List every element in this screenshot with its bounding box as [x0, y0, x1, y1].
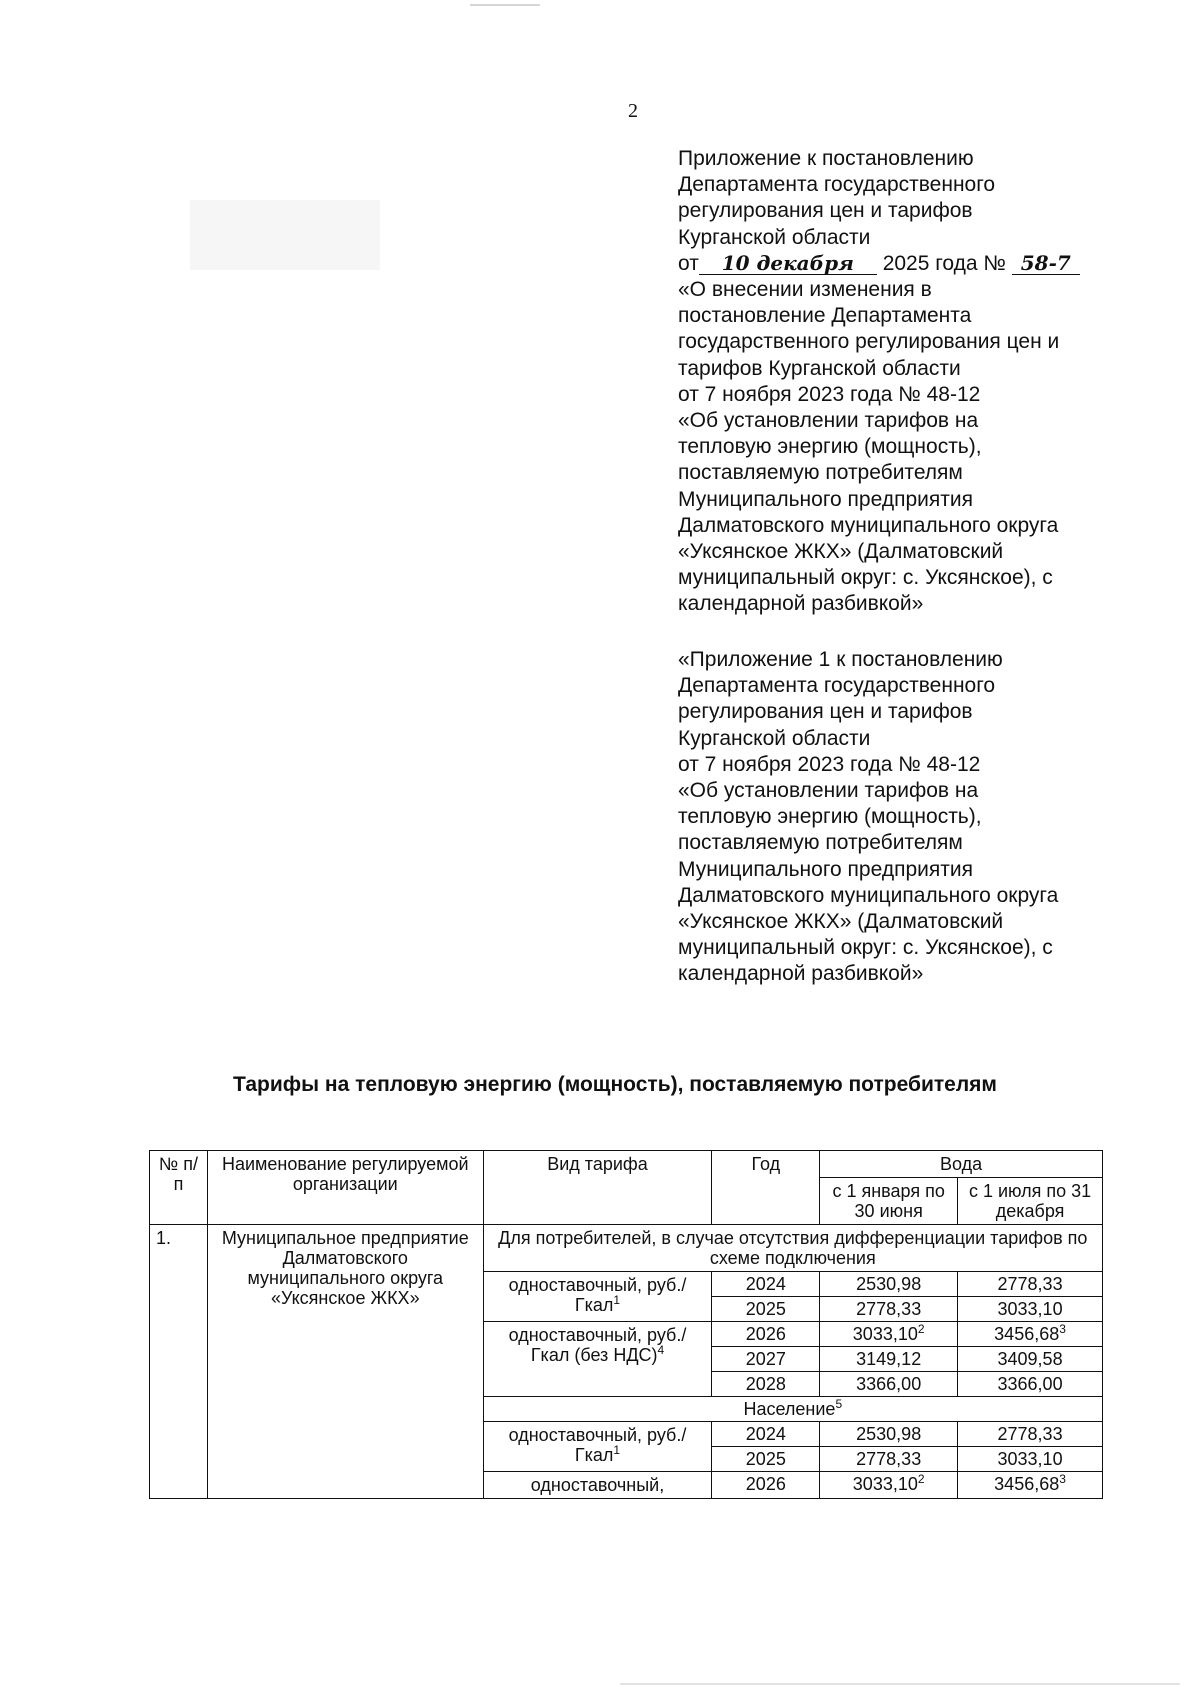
year-text: 2025 года №: [882, 251, 1006, 275]
header-half-2: с 1 июля по 31 декабря: [958, 1178, 1103, 1225]
value-cell: [820, 1322, 958, 1347]
header-line: Департамента государственного: [678, 173, 996, 197]
scan-noise-left: [190, 200, 380, 270]
header-half-1: с 1 января по 30 июня: [820, 1178, 958, 1225]
header-line: муниципальный округ: с. Уксянское), с: [678, 566, 1053, 590]
header-line: Далматовского муниципального округа: [678, 883, 1059, 907]
year-cell: 2025: [712, 1447, 820, 1472]
footnote-mark: 4: [657, 1343, 665, 1357]
header-line: Курганской области: [678, 726, 871, 750]
value-cell: [820, 1372, 958, 1397]
year-cell: 2028: [712, 1372, 820, 1397]
value: 3366,00: [997, 1374, 1063, 1394]
header-line: поставляемую потребителям: [678, 831, 963, 855]
scan-noise-bottom: [620, 1683, 1180, 1685]
tariff-type-label: одноставочный, руб./Гкал (без НДС): [508, 1325, 687, 1365]
year-cell: 2026: [712, 1322, 820, 1347]
value: 3033,10: [997, 1449, 1063, 1469]
date-prefix: от: [678, 251, 699, 275]
header-line: «Уксянское ЖКХ» (Далматовский: [678, 540, 1004, 564]
header-year: Год: [712, 1151, 820, 1225]
footnote-mark: 2: [917, 1322, 925, 1336]
appendix-header: [678, 146, 1108, 618]
header-line: тепловую энергию (мощность),: [678, 435, 982, 459]
header-num: № п/п: [150, 1151, 208, 1225]
header-line: постановление Департамента: [678, 304, 972, 328]
value-cell: [958, 1322, 1103, 1347]
value-cell: [958, 1272, 1103, 1297]
header-line: от 7 ноября 2023 года № 48-12: [678, 382, 981, 406]
handwritten-number: 58-7: [1012, 252, 1080, 275]
tariff-type: [483, 1272, 712, 1322]
header-line: Департамента государственного: [678, 674, 996, 698]
value-cell: [820, 1347, 958, 1372]
tariff-type-label: одноставочный, руб./Гкал: [508, 1425, 687, 1465]
header-line: «О внесении изменения в: [678, 278, 932, 302]
organization-name: Муниципальное предприятие Далматовского муниципального округа «Уксянское ЖКХ»: [207, 1225, 483, 1499]
document-title: Тарифы на тепловую энергию (мощность), поставляемую потребителям: [233, 1073, 997, 1096]
value-cell: [958, 1347, 1103, 1372]
value: 3033,10: [852, 1474, 918, 1494]
date-line: [678, 251, 1108, 277]
value: 3456,68: [994, 1324, 1060, 1344]
appendix-1-header: [678, 647, 1108, 988]
scan-noise-top: [470, 4, 540, 6]
header-line: Муниципального предприятия: [678, 857, 973, 881]
footnote-mark: 1: [613, 1443, 621, 1457]
year-cell: 2024: [712, 1272, 820, 1297]
header-water: Вода: [820, 1151, 1103, 1178]
header-line: Приложение к постановлению: [678, 147, 974, 170]
header-line: «Об установлении тарифов на: [678, 409, 979, 433]
page-number: 2: [628, 100, 638, 122]
value: 3033,10: [852, 1324, 918, 1344]
header-line: тарифов Курганской области: [678, 356, 961, 380]
value: 3366,00: [856, 1374, 922, 1394]
value: 3409,58: [997, 1349, 1063, 1369]
header-line: «Приложение 1 к постановлению: [678, 648, 1003, 671]
header-line: от 7 ноября 2023 года № 48-12: [678, 752, 981, 776]
value: 3456,68: [994, 1474, 1060, 1494]
footnote-mark: 1: [613, 1293, 621, 1307]
header-org: Наименование регулируемой организации: [207, 1151, 483, 1225]
header-line: тепловую энергию (мощность),: [678, 805, 982, 829]
tariff-table: [149, 1150, 1103, 1499]
value: 2530,98: [856, 1424, 922, 1444]
tariff-type-label: одноставочный, руб./Гкал: [508, 1275, 687, 1315]
value-cell: [820, 1272, 958, 1297]
year-cell: 2024: [712, 1422, 820, 1447]
header-line: регулирования цен и тарифов: [678, 700, 973, 724]
value: 2778,33: [997, 1274, 1063, 1294]
value-cell: [958, 1472, 1103, 1499]
footnote-mark: 2: [917, 1472, 925, 1486]
value: 2778,33: [856, 1449, 922, 1469]
value-cell: [820, 1447, 958, 1472]
table-row: [150, 1225, 1103, 1272]
header-tariff-type: Вид тарифа: [483, 1151, 712, 1225]
header-line: поставляемую потребителям: [678, 461, 963, 485]
tariff-type: [483, 1322, 712, 1397]
value-cell: [958, 1422, 1103, 1447]
section-heading: Для потребителей, в случае отсутствия дифференциации тарифов по схеме подключения: [483, 1225, 1102, 1272]
tariff-type: [483, 1422, 712, 1472]
tariff-type: одноставочный,: [483, 1472, 712, 1499]
year-cell: 2025: [712, 1297, 820, 1322]
value: 2530,98: [856, 1274, 922, 1294]
header-line: календарной разбивкой»: [678, 592, 924, 616]
value: 3149,12: [856, 1349, 922, 1369]
value: 2778,33: [997, 1424, 1063, 1444]
value-cell: [820, 1297, 958, 1322]
row-number: 1.: [150, 1225, 208, 1499]
value-cell: [958, 1372, 1103, 1397]
value-cell: [958, 1297, 1103, 1322]
footnote-mark: 5: [835, 1397, 843, 1411]
value: 3033,10: [997, 1299, 1063, 1319]
header-line: регулирования цен и тарифов: [678, 199, 973, 223]
year-cell: 2027: [712, 1347, 820, 1372]
value: 2778,33: [856, 1299, 922, 1319]
year-cell: 2026: [712, 1472, 820, 1499]
header-line: Курганской области: [678, 225, 871, 249]
header-line: календарной разбивкой»: [678, 962, 924, 986]
handwritten-date: 10 декабря: [699, 252, 877, 275]
footnote-mark: 3: [1059, 1472, 1066, 1486]
header-line: муниципальный округ: с. Уксянское), с: [678, 936, 1053, 960]
value-cell: [820, 1422, 958, 1447]
header-line: Далматовского муниципального округа: [678, 513, 1059, 537]
table-header-row: [150, 1151, 1103, 1178]
header-line: Муниципального предприятия: [678, 487, 973, 511]
section-heading: [483, 1397, 1102, 1422]
value-cell: [958, 1447, 1103, 1472]
header-line: «Уксянское ЖКХ» (Далматовский: [678, 910, 1004, 934]
header-line: государственного регулирования цен и: [678, 330, 1060, 354]
header-line: «Об установлении тарифов на: [678, 779, 979, 803]
footnote-mark: 3: [1059, 1322, 1066, 1336]
value-cell: [820, 1472, 958, 1499]
section-heading-label: Население: [743, 1399, 836, 1419]
